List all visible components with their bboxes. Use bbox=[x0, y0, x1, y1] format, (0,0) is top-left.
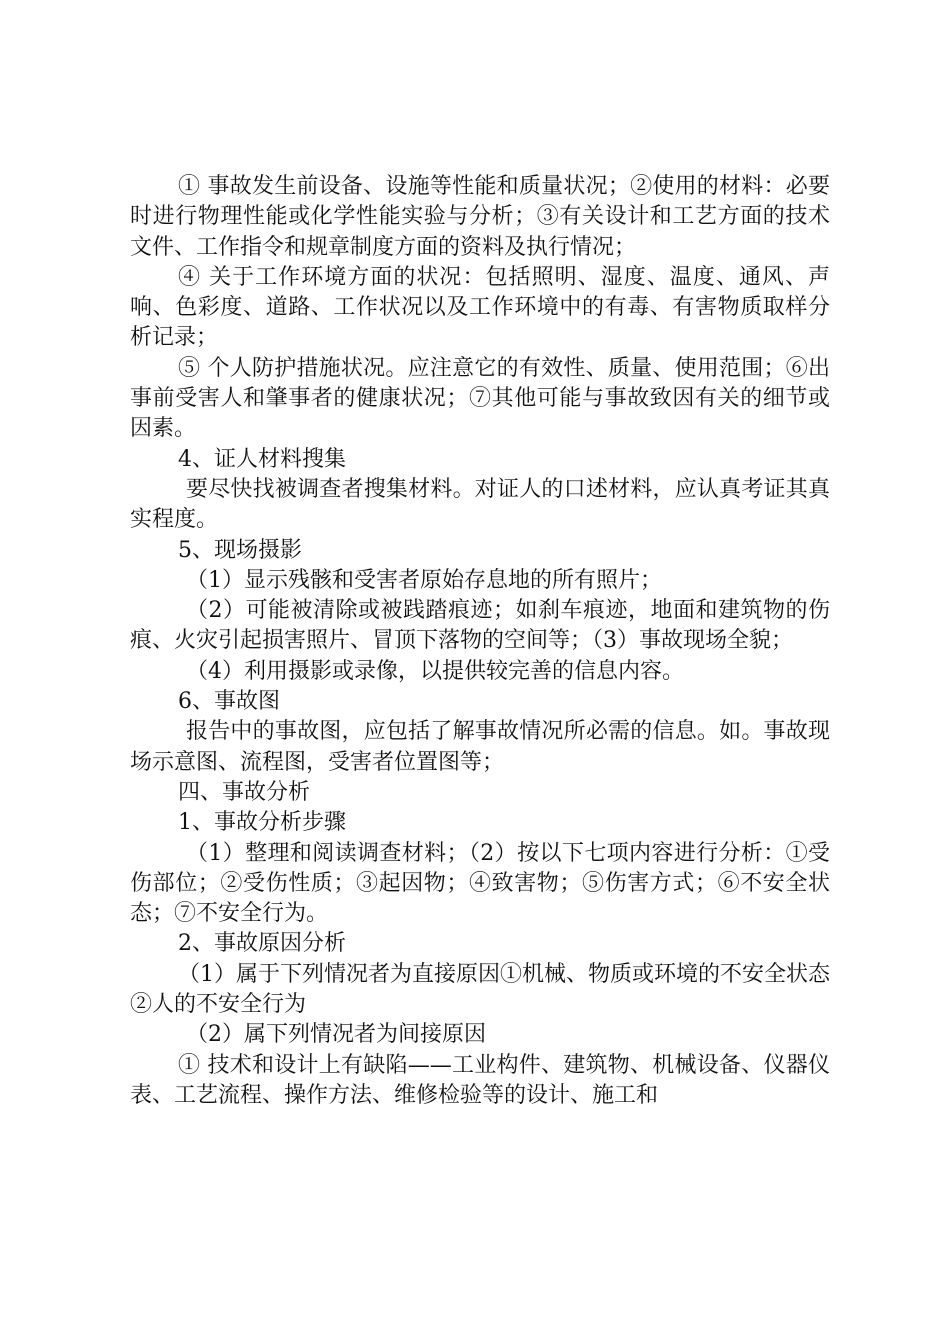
heading-cause-analysis: 2、事故原因分析 bbox=[178, 931, 346, 957]
list-item-photo-4: （4）利用摄影或录像，以提供较完善的信息内容。 bbox=[186, 658, 684, 684]
paragraph-personal-protection: ⑤ 个人防护措施状况。应注意它的有效性、质量、使用范围；⑥出事前受害人和肇事者的健康状况；⑦其他可能与事故致因有关的细节或因素。 bbox=[130, 355, 830, 442]
paragraph-witness-materials: 要尽快找被调查者搜集材料。对证人的口述材料，应认真考证其真实程度。 bbox=[130, 476, 830, 533]
paragraph-direct-causes: （1）属于下列情况者为直接原因①机械、物质或环境的不安全状态②人的不安全行为 bbox=[130, 961, 830, 1018]
heading-analysis-steps: 1、事故分析步骤 bbox=[178, 810, 346, 836]
paragraph-accident-diagram: 报告中的事故图，应包括了解事故情况所必需的信息。如。事故现场示意图、流程图，受害者位置图等； bbox=[130, 719, 830, 775]
paragraph-work-environment: ④ 关于工作环境方面的状况：包括照明、湿度、温度、通风、声响、色彩度、道路、工作状况以及工作环境中的有毒、有害物质取样分析记录； bbox=[130, 264, 830, 351]
paragraph-analysis-steps: （1）整理和阅读调查材料；（2）按以下七项内容进行分析：①受伤部位；②受伤性质；③起因物；④致害物；⑤伤害方式；⑥不安全状态；⑦不安全行为。 bbox=[130, 840, 830, 927]
document-body bbox=[130, 172, 830, 1111]
paragraph-indirect-causes: （2）属下列情况者为间接原因 bbox=[186, 1022, 486, 1048]
heading-accident-analysis: 四、事故分析 bbox=[178, 779, 311, 805]
list-item-photo-2: （2）可能被清除或被践踏痕迹；如刹车痕迹，地面和建筑物的伤痕、火灾引起损害照片、冒顶下落物的空间等；（3）事故现场全貌； bbox=[130, 598, 830, 654]
paragraph-equipment-conditions: ① 事故发生前设备、设施等性能和质量状况；②使用的材料：必要时进行物理性能或化学性能实验与分析；③有关设计和工艺方面的技术文件、工作指令和规章制度方面的资料及执行情况； bbox=[130, 174, 830, 260]
heading-scene-photography: 5、现场摄影 bbox=[178, 537, 302, 563]
list-item-photo-1: （1）显示残骸和受害者原始存息地的所有照片； bbox=[186, 567, 662, 593]
paragraph-design-defects: ① 技术和设计上有缺陷——工业构件、建筑物、机械设备、仪器仪表、工艺流程、操作方法、维修检验等的设计、施工和 bbox=[130, 1052, 830, 1108]
heading-witness-materials: 4、证人材料搜集 bbox=[178, 446, 346, 472]
heading-accident-diagram: 6、事故图 bbox=[178, 689, 280, 715]
